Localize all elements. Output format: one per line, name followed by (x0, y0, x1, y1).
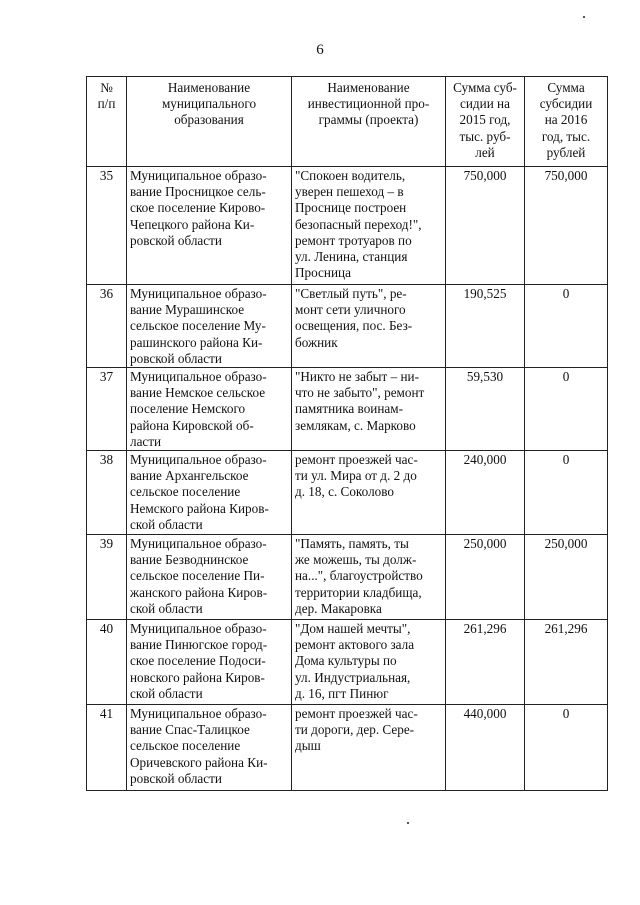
row-program: "Память, память, ты же можешь, ты долж- на...", благоустройство территории кладбища, дер. Макаровка (292, 535, 446, 620)
row-program: "Никто не забыт – ни- что не забыто", ремонт памятника воинам- землякам, с. Марково (292, 368, 446, 451)
row-sum-2015: 750,000 (446, 167, 525, 285)
row-sum-2016: 261,296 (525, 620, 608, 705)
table-row (87, 620, 608, 705)
table-row (87, 285, 608, 368)
row-sum-2016: 250,000 (525, 535, 608, 620)
row-num: 38 (87, 451, 127, 535)
table-row (87, 368, 608, 451)
subsidy-table (86, 76, 608, 791)
row-municipality: Муниципальное образо- вание Пинюгское город- ское поселение Подоси- новского района Киров- ской области (127, 620, 292, 705)
row-program: "Светлый путь", ре- монт сети уличного освещения, пос. Без- божник (292, 285, 446, 368)
page-number: 6 (316, 42, 324, 58)
row-municipality: Муниципальное образо- вание Мурашинское сельское поселение Му- рашинского района Ки- ровской области (127, 285, 292, 368)
row-sum-2016: 0 (525, 451, 608, 535)
row-sum-2015: 190,525 (446, 285, 525, 368)
header-program: Наименование инвестиционной про- граммы (проекта) (292, 77, 446, 167)
scan-speck (407, 822, 409, 824)
row-num: 36 (87, 285, 127, 368)
table-row (87, 167, 608, 285)
row-municipality: Муниципальное образо- вание Просницкое сель- ское поселение Кирово- Чепецкого района Ки- ровской области (127, 167, 292, 285)
row-num: 39 (87, 535, 127, 620)
header-sum-2016: Сумма субсидии на 2016 год, тыс. рублей (525, 77, 608, 167)
row-num: 35 (87, 167, 127, 285)
header-num: № п/п (87, 77, 127, 167)
row-program: "Дом нашей мечты", ремонт актового зала Дома культуры по ул. Индустриальная, д. 16, пгт Пинюг (292, 620, 446, 705)
row-sum-2015: 261,296 (446, 620, 525, 705)
row-municipality: Муниципальное образо- вание Немское сельское поселение Немского района Кировской об- ласти (127, 368, 292, 451)
row-num: 41 (87, 705, 127, 791)
row-program: "Спокоен водитель, уверен пешеход – в Проснице построен безопасный переход!", ремонт тротуаров по ул. Ленина, станция Просница (292, 167, 446, 285)
row-sum-2016: 750,000 (525, 167, 608, 285)
row-municipality: Муниципальное образо- вание Безводнинское сельское поселение Пи- жанского района Киров- ской области (127, 535, 292, 620)
row-sum-2016: 0 (525, 285, 608, 368)
row-sum-2015: 240,000 (446, 451, 525, 535)
row-num: 40 (87, 620, 127, 705)
row-sum-2015: 440,000 (446, 705, 525, 791)
scan-speck (583, 16, 585, 18)
row-num: 37 (87, 368, 127, 451)
row-sum-2016: 0 (525, 705, 608, 791)
row-sum-2015: 59,530 (446, 368, 525, 451)
row-program: ремонт проезжей час- ти дороги, дер. Сере- дыш (292, 705, 446, 791)
table-row (87, 451, 608, 535)
table-header-row (87, 77, 608, 167)
row-sum-2015: 250,000 (446, 535, 525, 620)
table-row (87, 705, 608, 791)
row-program: ремонт проезжей час- ти ул. Мира от д. 2 до д. 18, с. Соколово (292, 451, 446, 535)
table-row (87, 535, 608, 620)
row-municipality: Муниципальное образо- вание Архангельское сельское поселение Немского района Киров- ской области (127, 451, 292, 535)
header-sum-2015: Сумма суб- сидии на 2015 год, тыс. руб- лей (446, 77, 525, 167)
header-municipality: Наименование муниципального образования (127, 77, 292, 167)
row-sum-2016: 0 (525, 368, 608, 451)
row-municipality: Муниципальное образо- вание Спас-Талицкое сельское поселение Оричевского района Ки- ровской области (127, 705, 292, 791)
